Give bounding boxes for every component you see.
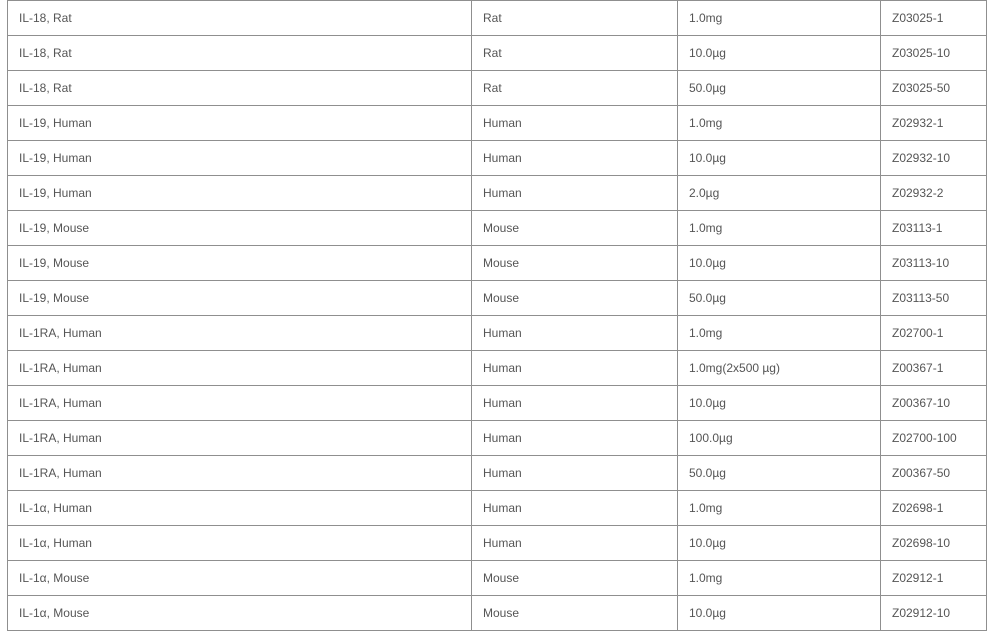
catalog-number-cell: Z02932-1 — [881, 106, 987, 141]
product-name-cell: IL-1α, Human — [8, 526, 472, 561]
product-name-cell: IL-19, Mouse — [8, 211, 472, 246]
catalog-number-cell: Z02700-1 — [881, 316, 987, 351]
species-cell: Mouse — [472, 246, 678, 281]
species-cell: Human — [472, 386, 678, 421]
catalog-number-cell: Z00367-10 — [881, 386, 987, 421]
species-cell: Rat — [472, 71, 678, 106]
size-cell: 100.0µg — [678, 421, 881, 456]
size-cell: 1.0mg — [678, 1, 881, 36]
table-row — [8, 281, 987, 316]
product-name-cell: IL-1RA, Human — [8, 316, 472, 351]
size-cell: 1.0mg — [678, 316, 881, 351]
table-row — [8, 526, 987, 561]
catalog-number-cell: Z02932-2 — [881, 176, 987, 211]
catalog-number-cell: Z02912-1 — [881, 561, 987, 596]
catalog-number-cell: Z03113-50 — [881, 281, 987, 316]
species-cell: Human — [472, 526, 678, 561]
species-cell: Human — [472, 106, 678, 141]
species-cell: Human — [472, 421, 678, 456]
catalog-number-cell: Z02698-1 — [881, 491, 987, 526]
size-cell: 10.0µg — [678, 386, 881, 421]
table-row — [8, 211, 987, 246]
size-cell: 1.0mg — [678, 561, 881, 596]
product-name-cell: IL-19, Human — [8, 176, 472, 211]
table-row — [8, 106, 987, 141]
table-row — [8, 386, 987, 421]
species-cell: Mouse — [472, 596, 678, 631]
table-row — [8, 176, 987, 211]
species-cell: Mouse — [472, 561, 678, 596]
product-name-cell: IL-1α, Mouse — [8, 596, 472, 631]
table-row — [8, 351, 987, 386]
table-row — [8, 596, 987, 631]
size-cell: 1.0mg — [678, 106, 881, 141]
species-cell: Human — [472, 351, 678, 386]
size-cell: 2.0µg — [678, 176, 881, 211]
catalog-number-cell: Z03025-1 — [881, 1, 987, 36]
species-cell: Mouse — [472, 281, 678, 316]
product-table — [7, 0, 987, 631]
table-row — [8, 456, 987, 491]
table-row — [8, 141, 987, 176]
species-cell: Human — [472, 141, 678, 176]
species-cell: Rat — [472, 1, 678, 36]
size-cell: 50.0µg — [678, 456, 881, 491]
catalog-number-cell: Z00367-50 — [881, 456, 987, 491]
catalog-number-cell: Z00367-1 — [881, 351, 987, 386]
size-cell: 10.0µg — [678, 596, 881, 631]
table-row — [8, 246, 987, 281]
product-table-container — [7, 0, 986, 631]
table-row — [8, 421, 987, 456]
size-cell: 1.0mg(2x500 µg) — [678, 351, 881, 386]
product-name-cell: IL-19, Human — [8, 106, 472, 141]
species-cell: Human — [472, 491, 678, 526]
product-name-cell: IL-1RA, Human — [8, 351, 472, 386]
product-name-cell: IL-1RA, Human — [8, 386, 472, 421]
product-name-cell: IL-19, Mouse — [8, 281, 472, 316]
product-table-body — [8, 1, 987, 631]
product-name-cell: IL-19, Mouse — [8, 246, 472, 281]
product-name-cell: IL-1α, Human — [8, 491, 472, 526]
product-name-cell: IL-19, Human — [8, 141, 472, 176]
table-row — [8, 316, 987, 351]
catalog-number-cell: Z03113-10 — [881, 246, 987, 281]
catalog-number-cell: Z02912-10 — [881, 596, 987, 631]
product-name-cell: IL-1RA, Human — [8, 421, 472, 456]
size-cell: 10.0µg — [678, 526, 881, 561]
size-cell: 1.0mg — [678, 211, 881, 246]
catalog-number-cell: Z02698-10 — [881, 526, 987, 561]
product-name-cell: IL-18, Rat — [8, 71, 472, 106]
product-name-cell: IL-1RA, Human — [8, 456, 472, 491]
product-name-cell: IL-18, Rat — [8, 36, 472, 71]
catalog-number-cell: Z02932-10 — [881, 141, 987, 176]
product-name-cell: IL-18, Rat — [8, 1, 472, 36]
table-row — [8, 71, 987, 106]
table-row — [8, 1, 987, 36]
species-cell: Human — [472, 176, 678, 211]
species-cell: Human — [472, 456, 678, 491]
table-row — [8, 36, 987, 71]
catalog-number-cell: Z03113-1 — [881, 211, 987, 246]
species-cell: Rat — [472, 36, 678, 71]
size-cell: 10.0µg — [678, 141, 881, 176]
species-cell: Human — [472, 316, 678, 351]
catalog-number-cell: Z03025-50 — [881, 71, 987, 106]
size-cell: 50.0µg — [678, 71, 881, 106]
size-cell: 1.0mg — [678, 491, 881, 526]
catalog-number-cell: Z03025-10 — [881, 36, 987, 71]
size-cell: 50.0µg — [678, 281, 881, 316]
size-cell: 10.0µg — [678, 36, 881, 71]
product-name-cell: IL-1α, Mouse — [8, 561, 472, 596]
table-row — [8, 491, 987, 526]
table-row — [8, 561, 987, 596]
catalog-number-cell: Z02700-100 — [881, 421, 987, 456]
size-cell: 10.0µg — [678, 246, 881, 281]
species-cell: Mouse — [472, 211, 678, 246]
